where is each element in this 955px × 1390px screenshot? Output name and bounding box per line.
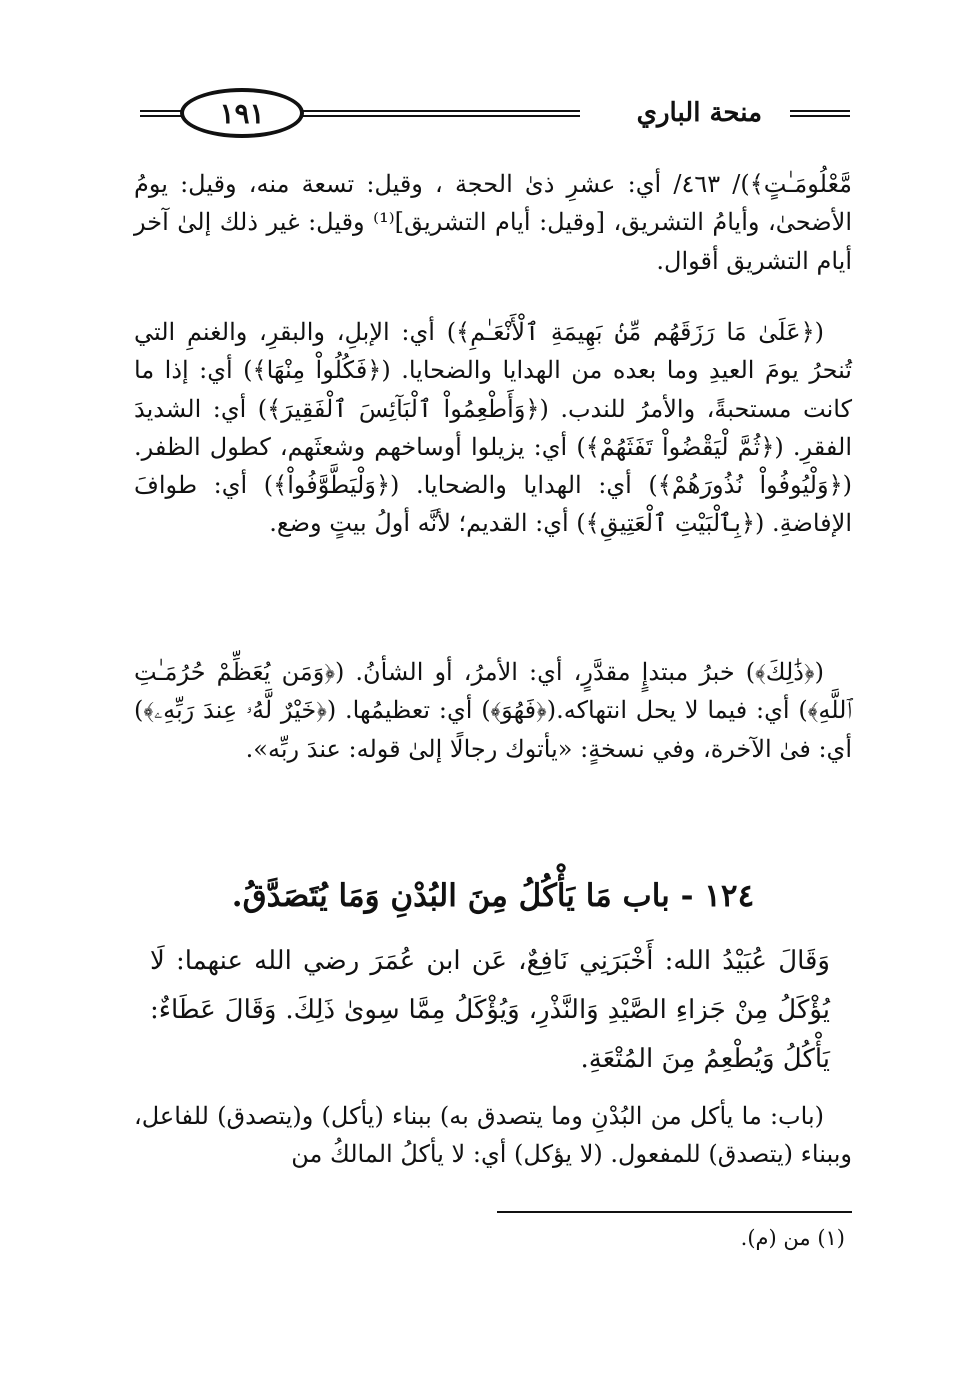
page-header xyxy=(140,88,850,140)
paragraph-1 xyxy=(134,165,852,280)
page-number-text: ١٩١ xyxy=(219,96,265,130)
header-rule-middle xyxy=(290,110,580,117)
section-heading: ١٢٤ - باب مَا يَأْكُلُ مِنَ البُدْنِ وَمَا يُتَصَدَّقُ. xyxy=(231,878,755,914)
paragraph-text: (﴿عَلَىٰ مَا رَزَقَهُم مِّنۢ بَهِيمَةِ ٱلْأَنْعَـٰمِ﴾) أي: الإبلِ، والبقرِ، والغنمِ التي تُنحرُ يومَ العيدِ وما بعده من الهدايا والضحايا. (﴿فَكُلُواْ مِنْهَا﴾) أي: إذا ما كانت مستحبةً، والأمرُ للندب. (﴿وَأَطْعِمُواْ ٱلْبَآئِسَ ٱلْفَقِيرَ﴾) أي: الشديدَ الفقرِ. (﴿ثُمَّ لْيَقْضُواْ تَفَثَهُمْ﴾) أي: يزيلوا أوساخهم وشعثَهم، كطول الظفر. (﴿وَلْيُوفُواْ نُذُورَهُمْ﴾) أي: الهدايا والضحايا. (﴿وَلْيَطَّوَّفُواْ﴾) أي: طوافَ الإفاضةِ. (﴿بِٱلْبَيْتِ ٱلْعَتِيقِ﴾) أي: القديم؛ لأنَّه أولُ بيتٍ وضع. xyxy=(134,318,852,538)
page-number xyxy=(180,88,304,138)
paragraph-text: مَّعْلُومَـٰتٍ﴾)/ ٤٦٣/ أي: عشرِ ذىٰ الحجة ، وقيل: تسعة منه، وقيل: يومُ الأضحىٰ، وأيامُ التشريق، [وقيل: أيام التشريق]⁽¹⁾ وقيل: غير ذلك إلىٰ آخر أيام التشريق أقوال. xyxy=(134,170,852,275)
paragraph-3 xyxy=(134,653,852,768)
commentary-paragraph xyxy=(134,1097,852,1174)
footnote: (١) من (م). xyxy=(740,1226,845,1250)
paragraph-text: (﴿ذَٰلِكَ﴾) خبرُ مبتدإٍ مقدَّرٍ، أي: الأمرُ، أو الشأنُ. (﴿وَمَن يُعَظِّمْ حُرُمَـٰتِ ٱللَّهِ﴾) أي: فيما لا يحل انتهاكه.(﴿فَهُوَ﴾) أي: تعظيمُها. (﴿خَيْرٌ لَّهُۥ عِندَ رَبِّهِۦ﴾) أي: فىٰ الآخرة، وفي نسخةٍ: «يأتوك رجالًا إلىٰ قوله: عندَ ربِّه». xyxy=(134,658,852,763)
paragraph-text: (باب: ما يأكل من البُدْنِ وما يتصدق به) ببناء (يأكل) و(يتصدق) للفاعل، وببناء (يتصدق) للمفعول. (لا يؤكل) أي: لا يأكلُ المالكُ من xyxy=(134,1102,852,1169)
header-rule-right xyxy=(790,110,850,117)
book-title: منحة الباري xyxy=(636,98,762,128)
paragraph-2 xyxy=(134,313,852,543)
hadith-text: وَقَالَ عُبَيْدُ الله: أَخْبَرَنِي نَافِعٌ، عَن ابن عُمَرَ رضي الله عنهما: لَا يُؤْكَلُ مِنْ جَزاءِ الصَّيْدِ وَالنَّذْرِ، وَيُؤْكَلُ مِمَّا سِوىٰ ذَلِكَ. وَقَالَ عَطَاءٌ: يَأْكُلُ وَيُطْعِمُ مِنَ المُتْعَةِ. xyxy=(150,946,830,1074)
footnote-divider xyxy=(497,1211,852,1213)
